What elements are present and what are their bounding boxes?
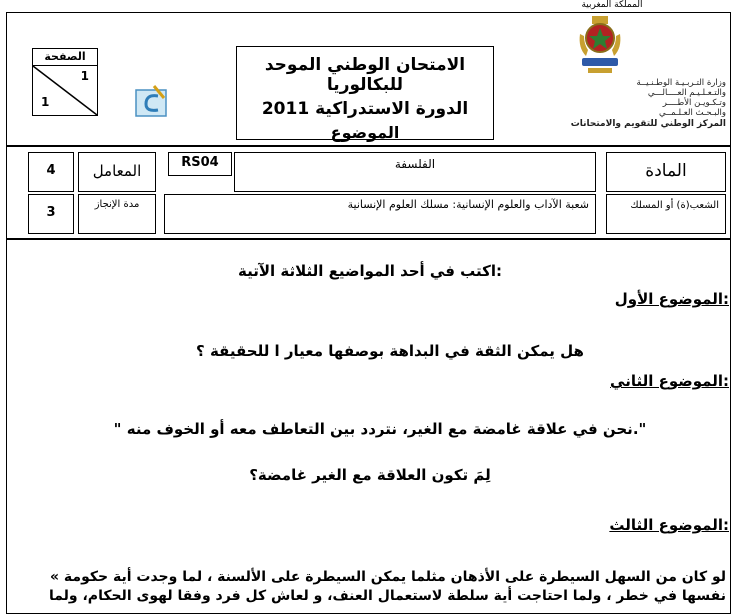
topic-2-heading: الموضوع الثاني: — [610, 372, 729, 390]
kingdom-label: المملكة المغربية — [581, 0, 643, 10]
ministry-line: وتـكـويـن الأطــــر — [662, 98, 726, 108]
duration-value-cell — [28, 194, 74, 234]
exam-subject-word: الموضوع — [330, 123, 400, 142]
ministry-line: وزارة التـربـيـة الوطـنـيــة — [636, 78, 726, 88]
topic-2-quote: " نحن في علاقة غامضة مع الغير، نتردد بين التعاطف معه أو الخوف منه." — [113, 420, 647, 438]
branch-value: شعبة الآداب والعلوم الإنسانية: مسلك العلوم الإنسانية — [347, 198, 589, 211]
subject-value-cell — [234, 152, 596, 192]
topic-2-question: لِمَ تكون العلاقة مع الغير غامضة؟ — [249, 466, 491, 484]
coef-label: المعامل — [92, 162, 142, 180]
topic-1-question: هل يمكن الثقة في البداهة بوصفها معيار ا للحقيقة ؟ — [196, 342, 584, 360]
table-divider — [6, 238, 731, 240]
exam-session: الدورة الاستدراكية 2011 — [261, 99, 469, 119]
duration-label: مدة الإنجاز — [94, 199, 140, 210]
exam-title-box — [236, 46, 494, 140]
duration-label-cell — [78, 194, 156, 234]
exam-logo-icon — [134, 84, 170, 118]
exam-title: الامتحان الوطني الموحد للبكالوريا — [264, 55, 466, 95]
ministry-line: والتـعـلـيـم العــــالـــي — [647, 88, 726, 98]
coef-value: 4 — [46, 163, 56, 178]
branch-label-cell — [606, 194, 726, 234]
subject-label-cell — [606, 152, 726, 192]
topic-3-heading: الموضوع الثالث: — [609, 516, 729, 534]
duration-value: 3 — [46, 205, 56, 220]
subject-code: RS04 — [181, 155, 219, 170]
subject-label: المادة — [645, 161, 687, 181]
center-name: المركز الوطني للتقويم والامتحانات — [570, 119, 726, 129]
ministry-block — [536, 78, 726, 129]
branch-value-cell — [164, 194, 596, 234]
coef-value-cell — [28, 152, 74, 192]
page-total: 1 — [41, 95, 50, 109]
topic-3-line-2: نفسها في خطر ، ولما احتاجت أية سلطة لاستعمال العنف، و لعاش كل فرد وفقا لهوى الحكام، ولما — [49, 588, 726, 604]
page-label: الصفحة — [33, 49, 97, 66]
topic-3-line-1: « لو كان من السهل السيطرة على الأذهان مثلما يمكن السيطرة على الألسنة ، لما وجدت أية حكومة — [50, 569, 726, 585]
topic-1-heading: الموضوع الأول: — [614, 290, 729, 308]
header-divider — [6, 145, 731, 147]
coef-label-cell — [78, 152, 156, 192]
page-current: 1 — [80, 69, 89, 83]
coat-of-arms-icon — [574, 14, 626, 76]
page-number-box — [32, 48, 98, 116]
ministry-line: والبـحـث العـلـمــي — [659, 108, 726, 118]
instructions: اكتب في أحد المواضيع الثلاثة الآتية: — [237, 262, 502, 280]
branch-label: الشعب(ة) أو المسلك — [630, 200, 719, 211]
subject-value: الفلسفة — [394, 157, 436, 171]
code-cell — [168, 152, 232, 176]
